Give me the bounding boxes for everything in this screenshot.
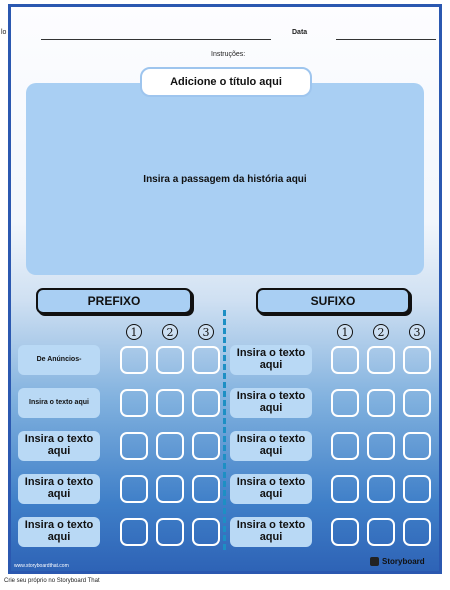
prefix-cell[interactable] [156, 475, 184, 503]
suffix-cell[interactable] [331, 346, 359, 374]
suffix-header [256, 288, 410, 314]
suffix-cell[interactable] [403, 475, 431, 503]
storyboard-brand: Storyboard [382, 557, 425, 566]
title-box[interactable] [140, 67, 312, 97]
suffix-cell[interactable] [403, 518, 431, 546]
suffix-cell[interactable] [367, 389, 395, 417]
prefix-row-label[interactable]: Insira o texto aqui [18, 474, 100, 504]
suffix-cell[interactable] [367, 432, 395, 460]
suffix-row-label[interactable]: Insira o texto aqui [230, 431, 312, 461]
center-divider [223, 310, 226, 550]
footer-url: www.storyboardthat.com [14, 563, 69, 569]
prefix-cell[interactable] [192, 389, 220, 417]
name-label: lo [1, 29, 7, 36]
prefix-cell[interactable] [192, 475, 220, 503]
prefix-cell[interactable] [120, 475, 148, 503]
instructions-label: Instruções: [211, 51, 246, 58]
suffix-row-label[interactable]: Insira o texto aqui [230, 517, 312, 547]
prefix-header-label: PREFIXO [87, 294, 141, 308]
date-label: Data [292, 29, 308, 36]
prefix-row-label[interactable]: Insira o texto aqui [18, 431, 100, 461]
number-circle-prefix-2: 2 [162, 324, 178, 340]
prefix-row-label[interactable]: Insira o texto aqui [18, 517, 100, 547]
suffix-cell[interactable] [367, 475, 395, 503]
prefix-cell[interactable] [120, 432, 148, 460]
suffix-row-label[interactable]: Insira o texto aqui [230, 474, 312, 504]
prefix-cell[interactable] [156, 518, 184, 546]
suffix-cell[interactable] [367, 346, 395, 374]
suffix-row-label[interactable]: Insira o texto aqui [230, 388, 312, 418]
prefix-cell[interactable] [120, 518, 148, 546]
prefix-row-label[interactable]: De Anúncios- [18, 345, 100, 375]
number-circle-prefix-1: 1 [126, 324, 142, 340]
number-circle-prefix-3: 3 [198, 324, 214, 340]
prefix-cell[interactable] [156, 389, 184, 417]
page-caption: Crie seu próprio no Storyboard That [4, 578, 100, 584]
prefix-cell[interactable] [192, 518, 220, 546]
name-line[interactable] [41, 39, 271, 40]
suffix-cell[interactable] [403, 432, 431, 460]
prefix-cell[interactable] [192, 432, 220, 460]
number-circle-suffix-1: 1 [337, 324, 353, 340]
prefix-cell[interactable] [120, 346, 148, 374]
prefix-cell[interactable] [156, 346, 184, 374]
suffix-cell[interactable] [403, 389, 431, 417]
suffix-cell[interactable] [331, 389, 359, 417]
passage-text: Insira a passagem da história aqui [143, 173, 307, 185]
date-line[interactable] [336, 39, 436, 40]
suffix-cell[interactable] [331, 475, 359, 503]
storyboard-logo-icon [370, 557, 379, 566]
number-circle-suffix-2: 2 [373, 324, 389, 340]
prefix-cell[interactable] [120, 389, 148, 417]
suffix-cell[interactable] [403, 346, 431, 374]
number-circle-suffix-3: 3 [409, 324, 425, 340]
prefix-cell[interactable] [156, 432, 184, 460]
suffix-row-label[interactable]: Insira o texto aqui [230, 345, 312, 375]
suffix-cell[interactable] [331, 432, 359, 460]
prefix-row-label[interactable]: Insira o texto aqui [18, 388, 100, 418]
title-text: Adicione o título aqui [170, 76, 282, 88]
storyboard-logo [370, 557, 425, 566]
prefix-cell[interactable] [192, 346, 220, 374]
suffix-cell[interactable] [367, 518, 395, 546]
prefix-header [36, 288, 192, 314]
story-passage[interactable] [26, 83, 424, 275]
suffix-header-label: SUFIXO [310, 294, 356, 308]
suffix-cell[interactable] [331, 518, 359, 546]
